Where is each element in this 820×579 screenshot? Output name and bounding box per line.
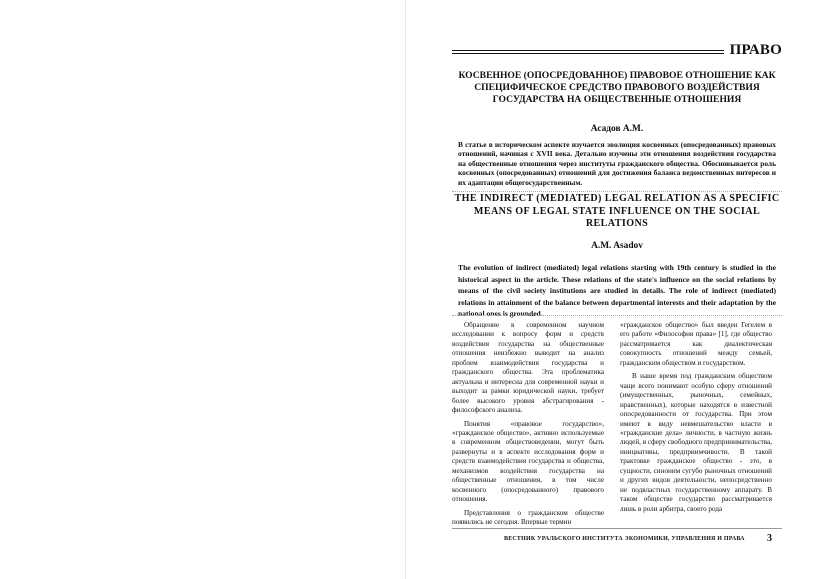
body-column-right [620,321,772,525]
author-en: A.M. Asadov [591,241,643,251]
journal-name: ВЕСТНИК УРАЛЬСКОГО ИНСТИТУТА ЭКОНОМИКИ, УПРАВЛЕНИЯ И ПРАВА [504,536,745,542]
separator-rule [452,315,782,316]
paragraph: Представления о гражданском обществе появились не сегодня. Впервые термин [452,508,604,525]
paragraph: «гражданское общество» был введен Гегелем в его работе «Философия права» [1], где общество рассматривается как диалектическая совокупность отношений между семьей, гражданским обществом и государством. [620,321,772,367]
blank-left-page [0,0,400,579]
journal-page [452,0,782,579]
body-column-left [452,321,604,525]
paragraph: Понятия «правовое государство», «гражданское общество», активно используемые в современном обществоведении, могут быть развернуты и в аспекте исследования форм и средств взаимодействия государства и общества, механизмов воздействия государства на общественные отношения, в том числе косвенного (опосредованного) правового отношения. [452,419,604,504]
header-rule [452,50,724,54]
abstract-en: The evolution of indirect (mediated) legal relations starting with 19th century is studied in the historical aspect in the article. These relations of the state's influence on the social relations by means of the civil society institutions are studied in details. The role of indirect (mediated) relations in attainment of the balance between departmental interests and their adaptation by the national ones is grounded. [458,263,776,319]
article-title-en: THE INDIRECT (MEDIATED) LEGAL RELATION AS A SPECIFIC MEANS OF LEGAL STATE INFLUENCE ON THE SOCIAL RELATIONS [454,193,780,230]
section-header [452,42,782,60]
article-title-ru: КОСВЕННОЕ (ОПОСРЕДОВАННОЕ) ПРАВОВОЕ ОТНОШЕНИЕ КАК СПЕЦИФИЧЕСКОЕ СРЕДСТВО ПРАВОВОГО ВОЗДЕЙСТВИЯ ГОСУДАРСТВА НА ОБЩЕСТВЕННЫЕ ОТНОШЕНИЯ [458,70,776,105]
page-footer [452,533,782,546]
footer-rule [452,528,782,529]
section-title: ПРАВО [729,42,782,58]
paragraph: Обращение в современном научном исследовании к вопросу форм и средств воздействия государства на общественные отношения неизбежно выводит на анализ проблем взаимодействия государства и гражданского общества. Эта проблематика актуальна и интересна для современной науки и выходит за рамки юридической науки, требует более высокого уровня абстрагирования - философского анализа. [452,321,604,415]
separator-rule [452,191,782,192]
page-number: 3 [767,533,772,544]
author-ru: Асадов А.М. [590,124,644,134]
paragraph: В наше время под гражданским обществом чаще всего понимают особую сферу отношений (имущественных, рыночных, семейных, нравственных), которые находятся в известной опосредованности от государства. При этом имеют в виду невмешательство власти в «гражданские дела» личности, в частную жизнь людей, в сферу свободного предпринимательства, инициативы, предприимчивости. В такой трактовке гражданское общество - это, в сущности, синоним сугубо рыночных отношений и других видов деятельности, непосредственно не подвластных государственному аппарату. В таком обществе государство рассматривается лишь в роли арбитра, своего рода [620,372,772,513]
abstract-ru: В статье в историческом аспекте изучается эволюция косвенных (опосредованных) правовых отношений, начиная с XVII века. Детально изучены эти отношения воздействия государства на общественные отношения через институты гражданского общества. Обосновывается роль косвенных (опосредованных) отношений для достижения баланса ведомственных интересов и их адаптации общегосударственным. [458,140,776,187]
page-gutter [405,0,406,579]
